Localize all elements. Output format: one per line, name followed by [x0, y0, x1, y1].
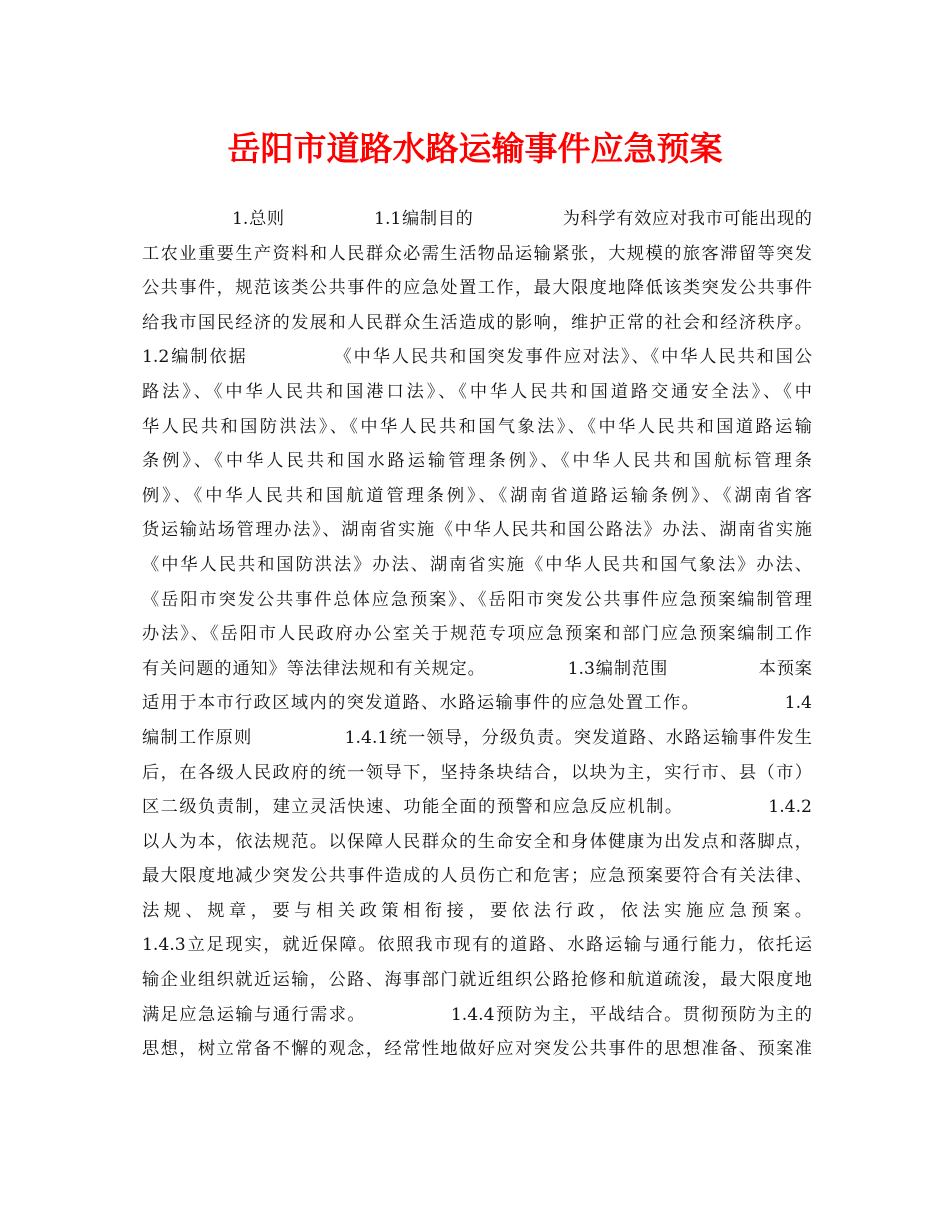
body-line: 货运输站场管理办法》、湖南省实施《中华人民共和国公路法》办法、湖南省实施: [142, 520, 812, 541]
body-line: 例》、《中华人民共和国航道管理条例》、《湖南省道路运输条例》、《湖南省客: [142, 485, 812, 506]
body-line: 1.总则 1.1编制目的 为科学有效应对我市可能出现的: [232, 209, 812, 229]
body-line: 最大限度地减少突发公共事件造成的人员伤亡和危害；应急预案要符合有关法律、: [142, 866, 812, 887]
document-title: 岳阳市道路水路运输事件应急预案: [227, 129, 723, 168]
body-line: 后，在各级人民政府的统一领导下，坚持条块结合，以块为主，实行市、县（市）: [142, 762, 812, 783]
body-line: 思想，树立常备不懈的观念，经常性地做好应对突发公共事件的思想准备、预案准: [142, 1039, 812, 1060]
body-line: 公共事件，规范该类公共事件的应急处置工作，最大限度地降低该类突发公共事件: [142, 278, 812, 299]
body-line: 适用于本市行政区域内的突发道路、水路运输事件的应急处置工作。 1.4: [142, 693, 812, 714]
document-body: [142, 202, 812, 1067]
body-line: 1.2编制依据 《中华人民共和国突发事件应对法》、《中华人民共和国公: [142, 347, 812, 368]
body-line: 《中华人民共和国防洪法》办法、湖南省实施《中华人民共和国气象法》办法、: [142, 554, 812, 575]
body-line: 输企业组织就近运输，公路、海事部门就近组织公路抢修和航道疏浚，最大限度地: [142, 970, 812, 991]
body-line: 给我市国民经济的发展和人民群众生活造成的影响，维护正常的社会和经济秩序。: [142, 312, 812, 333]
body-line: 法规、规章，要与相关政策相衔接，要依法行政，依法实施应急预案。: [142, 900, 812, 921]
body-line: 区二级负责制，建立灵活快速、功能全面的预警和应急反应机制。 1.4.2: [142, 797, 812, 818]
body-line: 以人为本，依法规范。以保障人民群众的生命安全和身体健康为出发点和落脚点，: [142, 831, 812, 852]
body-line: 工农业重要生产资料和人民群众必需生活物品运输紧张，大规模的旅客滞留等突发: [142, 243, 812, 264]
body-line: 编制工作原则 1.4.1统一领导，分级负责。突发道路、水路运输事件发生: [142, 727, 812, 748]
body-line: 《岳阳市突发公共事件总体应急预案》、《岳阳市突发公共事件应急预案编制管理: [142, 589, 812, 610]
body-line: 满足应急运输与通行需求。 1.4.4预防为主，平战结合。贯彻预防为主的: [142, 1004, 812, 1025]
body-line: 路法》、《中华人民共和国港口法》、《中华人民共和国道路交通安全法》、《中: [142, 381, 812, 402]
body-line: 1.4.3立足现实，就近保障。依照我市现有的道路、水路运输与通行能力，依托运: [142, 935, 812, 956]
body-line: 办法》、《岳阳市人民政府办公室关于规范专项应急预案和部门应急预案编制工作: [142, 624, 812, 645]
body-line: 条例》、《中华人民共和国水路运输管理条例》、《中华人民共和国航标管理条: [142, 451, 812, 472]
body-line: 华人民共和国防洪法》、《中华人民共和国气象法》、《中华人民共和国道路运输: [142, 416, 812, 437]
body-line: 有关问题的通知》等法律法规和有关规定。 1.3编制范围 本预案: [142, 658, 812, 679]
